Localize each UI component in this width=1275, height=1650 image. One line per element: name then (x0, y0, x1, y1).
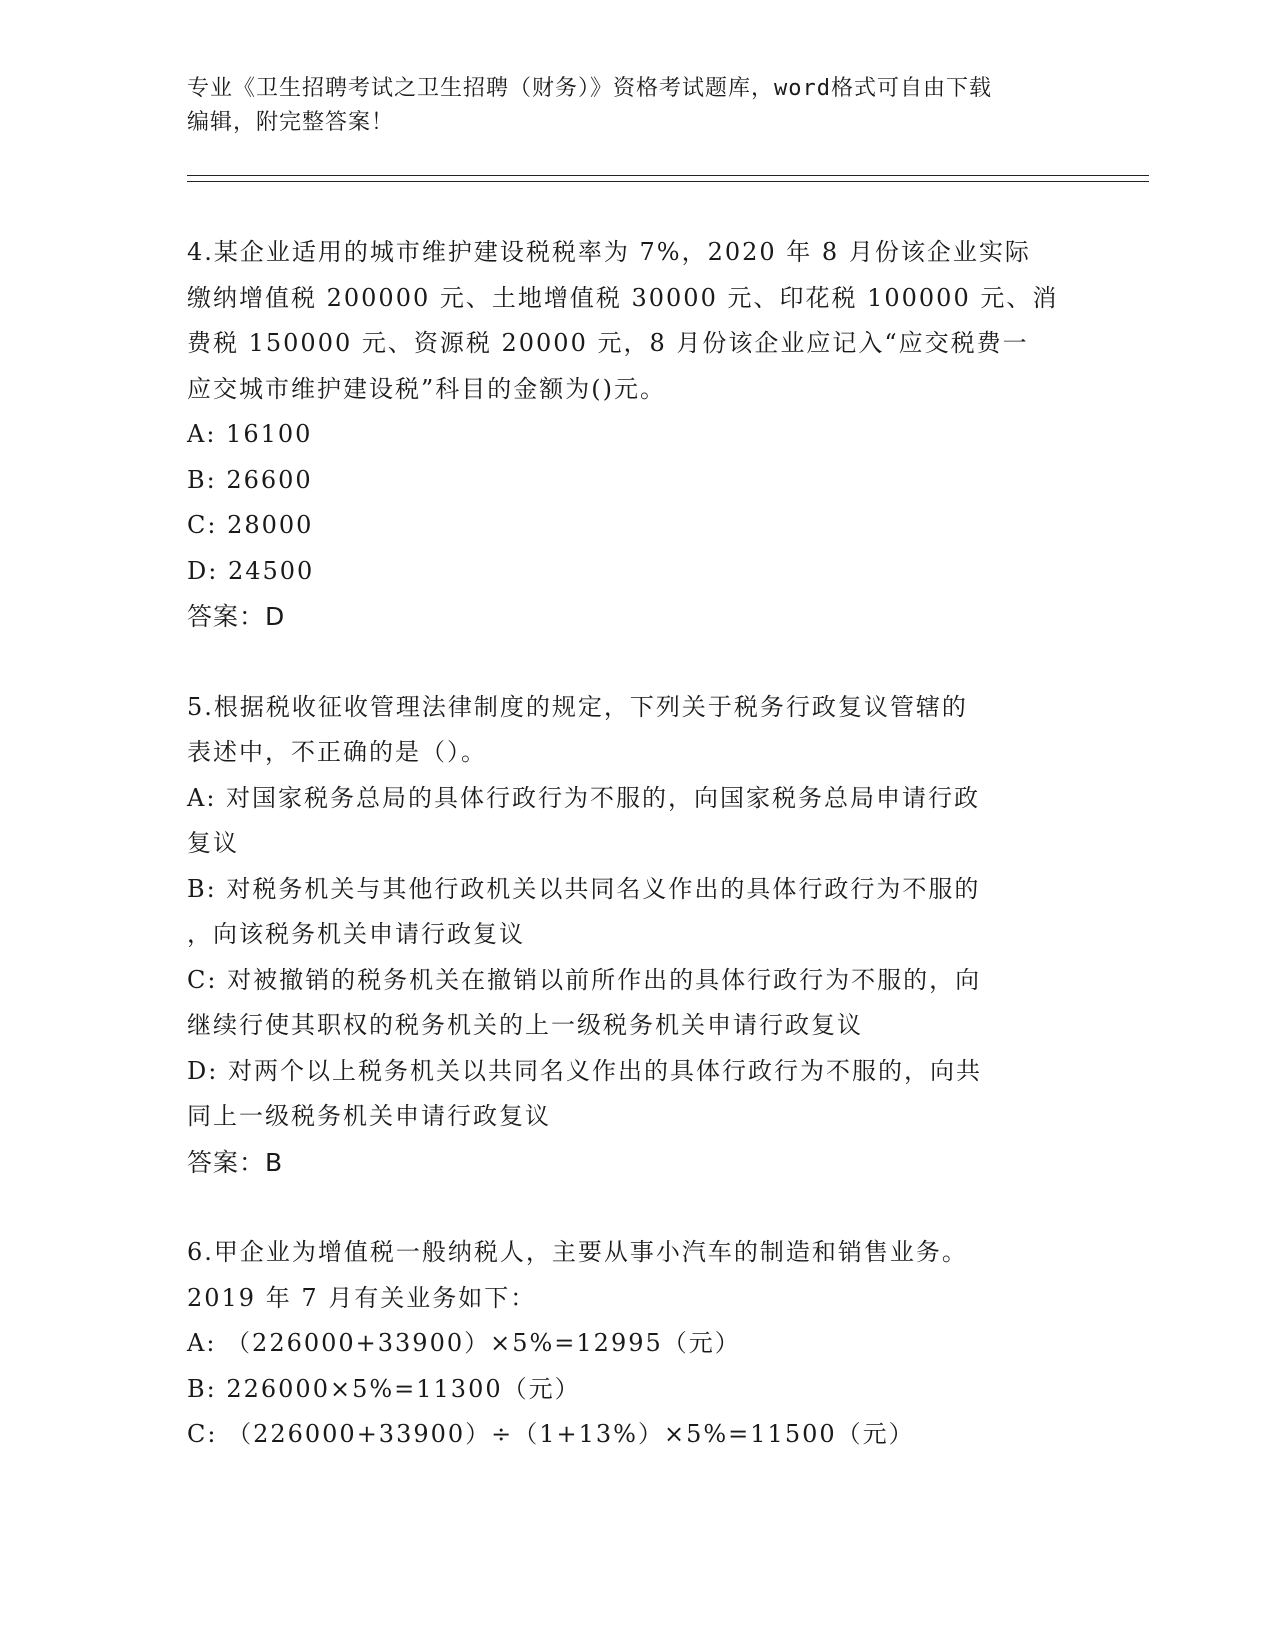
question-stem-line: 费税 150000 元、资源税 20000 元，8 月份该企业应记入“应交税费一 (187, 329, 1029, 357)
answer-label: 答案：B (187, 1147, 284, 1177)
option-a: A: （226000+33900）×5%=12995（元） (187, 1329, 741, 1357)
question-stem-line: 6.甲企业为增值税一般纳税人，主要从事小汽车的制造和销售业务。 (187, 1238, 968, 1266)
option-c-line-1: C: 对被撤销的税务机关在撤销以前所作出的具体行政行为不服的，向 (187, 965, 982, 994)
option-b: B: 226000×5%=11300（元） (187, 1374, 581, 1403)
option-d: D: 24500 (187, 556, 315, 585)
question-stem-line: 2019 年 7 月有关业务如下： (187, 1283, 537, 1312)
option-c: C: 28000 (187, 511, 314, 539)
option-a: A: 16100 (187, 420, 313, 448)
spacer (187, 1185, 1092, 1230)
option-b-line-2: ，向该税务机关申请行政复议 (187, 920, 525, 948)
question-stem-line: 4.某企业适用的城市维护建设税税率为 7%，2020 年 8 月份该企业实际 (187, 238, 1031, 266)
header-divider-top (187, 175, 1149, 176)
question-stem-line: 应交城市维护建设税”科目的金额为()元。 (187, 374, 666, 403)
document-header (187, 72, 1087, 140)
question-6 (187, 1230, 1092, 1458)
header-line-2: 编辑，附完整答案！ (187, 110, 395, 135)
question-stem-line: 缴纳增值税 200000 元、土地增值税 30000 元、印花税 100000 元、消 (187, 283, 1059, 312)
question-stem-line: 5.根据税收征收管理法律制度的规定，下列关于税务行政复议管辖的 (187, 692, 968, 721)
question-list (187, 230, 1092, 1458)
header-divider-bottom (187, 181, 1149, 182)
header-line-1: 专业《卫生招聘考试之卫生招聘（财务）》资格考试题库，word格式可自由下载 (187, 76, 992, 101)
option-c-line-2: 继续行使其职权的税务机关的上一级税务机关申请行政复议 (187, 1011, 863, 1039)
option-a-line-2: 复议 (187, 829, 239, 857)
question-stem-line: 表述中，不正确的是（）。 (187, 738, 487, 766)
spacer (187, 640, 1092, 685)
option-b-line-1: B: 对税务机关与其他行政机关以共同名义作出的具体行政行为不服的 (187, 874, 981, 903)
option-c: C: （226000+33900）÷（1+13%）×5%=11500（元） (187, 1420, 915, 1448)
option-b: B: 26600 (187, 465, 313, 494)
option-a-line-1: A: 对国家税务总局的具体行政行为不服的，向国家税务总局申请行政 (187, 783, 981, 812)
question-5 (187, 685, 1092, 1186)
answer-label: 答案：D (187, 602, 286, 631)
option-d-line-1: D: 对两个以上税务机关以共同名义作出的具体行政行为不服的，向共 (187, 1056, 982, 1085)
option-d-line-2: 同上一级税务机关申请行政复议 (187, 1102, 551, 1130)
question-4 (187, 230, 1092, 640)
